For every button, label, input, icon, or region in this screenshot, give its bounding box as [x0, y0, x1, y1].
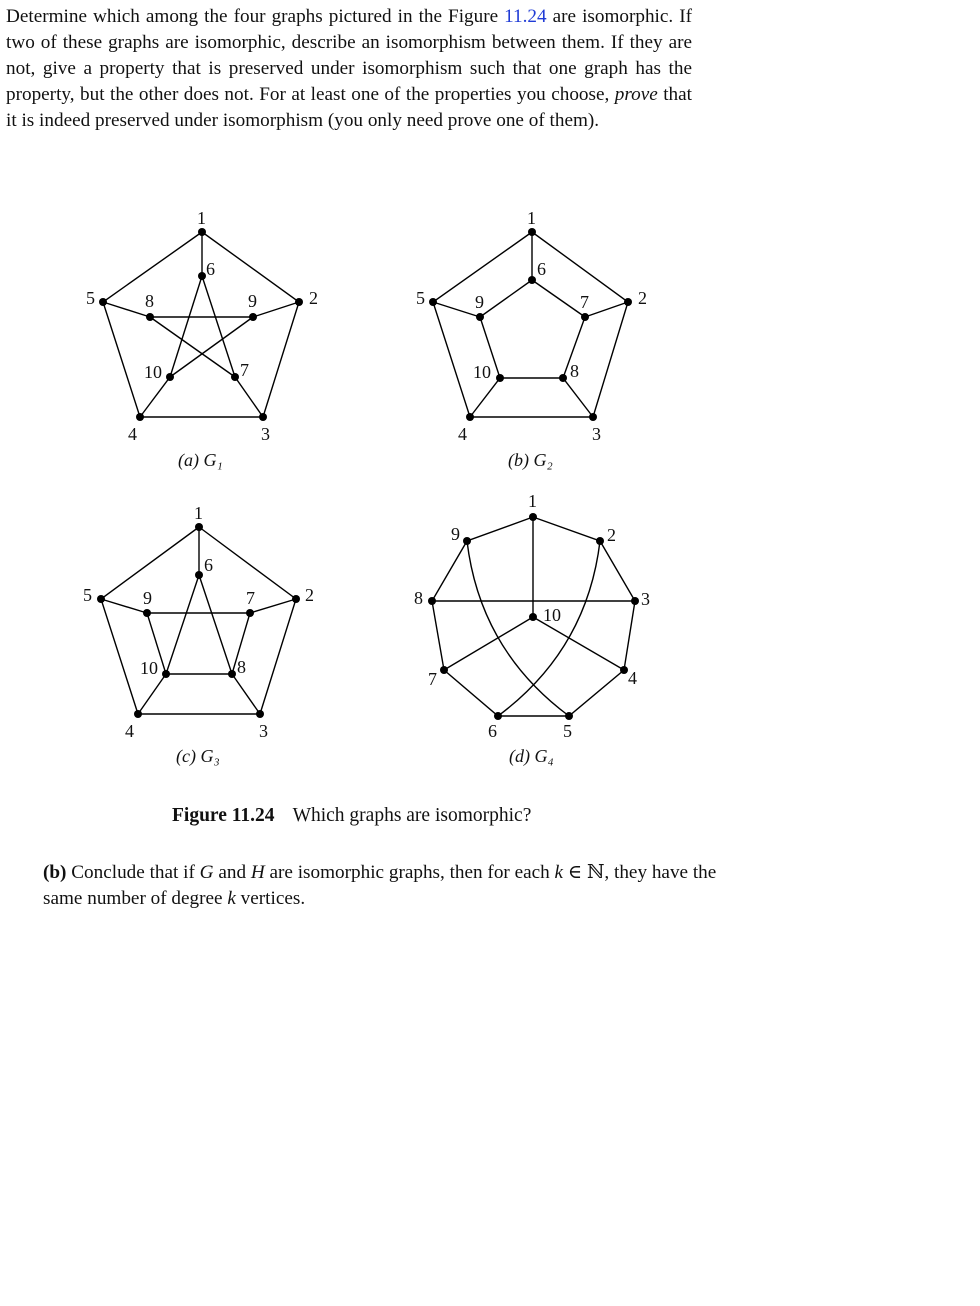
- g1-label-7: 7: [240, 360, 249, 380]
- g1-vertex-8: [146, 313, 154, 321]
- g4-label-8: 8: [414, 588, 423, 608]
- g4-vertex-6: [494, 712, 502, 720]
- g1-vertex-5: [99, 298, 107, 306]
- g4-vertex-1: [529, 513, 537, 521]
- g2-vertex-1: [528, 228, 536, 236]
- g3-vertex-6: [195, 571, 203, 579]
- problem-text-1: Determine which among the four graphs pictured in the Figure: [6, 6, 505, 27]
- problem-text-2: are isomorphic. If two of these graphs are isomorphic, describe an isomorphism between them. If they are not, give a property that is preserved under isomorphism such that one graph has the property, but the other does not. For at least one of the properties you choose,: [6, 6, 692, 105]
- graph-g2: [416, 208, 647, 471]
- g4-vertex-10: [529, 613, 537, 621]
- g1-label-6: 6: [206, 259, 215, 279]
- g1-vertex-7: [231, 373, 239, 381]
- g3-label-10: 10: [140, 658, 158, 678]
- graph-g3-edges: [101, 527, 296, 714]
- g3-vertex-10: [162, 670, 170, 678]
- g4-label-1: 1: [528, 491, 537, 511]
- graph-g3: [83, 503, 314, 767]
- g2-vertex-9: [476, 313, 484, 321]
- g4-label-2: 2: [607, 525, 616, 545]
- g1-label-4: 4: [128, 424, 137, 444]
- g1-vertex-4: [136, 413, 144, 421]
- g4-label-7: 7: [428, 669, 437, 689]
- g3-vertex-5: [97, 595, 105, 603]
- graph-g2-edges: [433, 232, 628, 417]
- g2-vertex-8: [559, 374, 567, 382]
- g1-label-10: 10: [144, 362, 162, 382]
- figure-caption-title: Which graphs are isomorphic?: [292, 805, 532, 826]
- g3-vertex-2: [292, 595, 300, 603]
- g2-vertex-7: [581, 313, 589, 321]
- g2-label-5: 5: [416, 288, 425, 308]
- g3-label-8: 8: [237, 657, 246, 677]
- g3-label-3: 3: [259, 721, 268, 741]
- g2-label-8: 8: [570, 361, 579, 381]
- g3-label-4: 4: [125, 721, 134, 741]
- g2-vertex-3: [589, 413, 597, 421]
- g4-vertex-3: [631, 597, 639, 605]
- g4-caption: (d) G₄: [509, 746, 554, 766]
- g2-label-6: 6: [537, 259, 546, 279]
- g3-caption: (c) G₃: [176, 746, 220, 766]
- g3-vertex-4: [134, 710, 142, 718]
- g3-vertex-1: [195, 523, 203, 531]
- g4-vertex-2: [596, 537, 604, 545]
- g4-label-4: 4: [628, 668, 637, 688]
- g3-vertex-8: [228, 670, 236, 678]
- g3-vertex-7: [246, 609, 254, 617]
- g4-label-5: 5: [563, 721, 572, 741]
- g2-label-7: 7: [580, 292, 589, 312]
- graph-g1: [86, 208, 318, 471]
- problem-text-3: that it is indeed preserved under isomorphism (you only need prove one of them).: [6, 84, 693, 131]
- g1-label-3: 3: [261, 424, 270, 444]
- g2-label-3: 3: [592, 424, 601, 444]
- g3-label-9: 9: [143, 588, 152, 608]
- figure-reference-link[interactable]: 11.24: [504, 6, 547, 27]
- g3-vertex-9: [143, 609, 151, 617]
- g1-label-5: 5: [86, 288, 95, 308]
- graph-g4-labels: [414, 491, 650, 767]
- g2-caption: (b) G₂: [508, 450, 553, 470]
- g2-vertex-2: [624, 298, 632, 306]
- figure-caption: [172, 805, 531, 827]
- g2-label-2: 2: [638, 288, 647, 308]
- g1-label-2: 2: [309, 288, 318, 308]
- g1-vertex-1: [198, 228, 206, 236]
- g1-vertex-6: [198, 272, 206, 280]
- g4-vertex-4: [620, 666, 628, 674]
- g1-label-8: 8: [145, 291, 154, 311]
- g1-label-9: 9: [248, 291, 257, 311]
- g1-vertex-3: [259, 413, 267, 421]
- g3-vertex-3: [256, 710, 264, 718]
- part-b-statement: (b) Conclude that if G and H are isomorphic graphs, then for each k ∈ ℕ, they have the same number of degree k vertices.: [43, 862, 717, 909]
- g1-vertex-9: [249, 313, 257, 321]
- g4-vertex-7: [440, 666, 448, 674]
- graph-g4: [414, 491, 650, 767]
- g3-label-5: 5: [83, 585, 92, 605]
- g4-label-9: 9: [451, 524, 460, 544]
- figure-caption-label: Figure 11.24: [172, 805, 275, 826]
- g4-label-3: 3: [641, 589, 650, 609]
- g1-vertex-2: [295, 298, 303, 306]
- g2-label-4: 4: [458, 424, 467, 444]
- g1-caption: (a) G₁: [178, 450, 223, 470]
- g2-vertex-6: [528, 276, 536, 284]
- problem-emphasis: prove: [614, 84, 658, 105]
- g4-vertex-9: [463, 537, 471, 545]
- g2-label-1: 1: [527, 208, 536, 228]
- graph-g1-vertices: [99, 228, 303, 421]
- g2-label-9: 9: [475, 292, 484, 312]
- g3-label-1: 1: [194, 503, 203, 523]
- g3-label-6: 6: [204, 555, 213, 575]
- g1-label-1: 1: [197, 208, 206, 228]
- g4-label-6: 6: [488, 721, 497, 741]
- g4-vertex-8: [428, 597, 436, 605]
- g4-vertex-5: [565, 712, 573, 720]
- g3-label-2: 2: [305, 585, 314, 605]
- g2-vertex-10: [496, 374, 504, 382]
- g1-vertex-10: [166, 373, 174, 381]
- part-b-label: (b): [43, 862, 67, 883]
- g2-vertex-5: [429, 298, 437, 306]
- g2-vertex-4: [466, 413, 474, 421]
- graph-g2-vertices: [429, 228, 632, 421]
- graph-g1-edges: [103, 232, 299, 417]
- g4-label-10: 10: [543, 605, 561, 625]
- g3-label-7: 7: [246, 588, 255, 608]
- g2-label-10: 10: [473, 362, 491, 382]
